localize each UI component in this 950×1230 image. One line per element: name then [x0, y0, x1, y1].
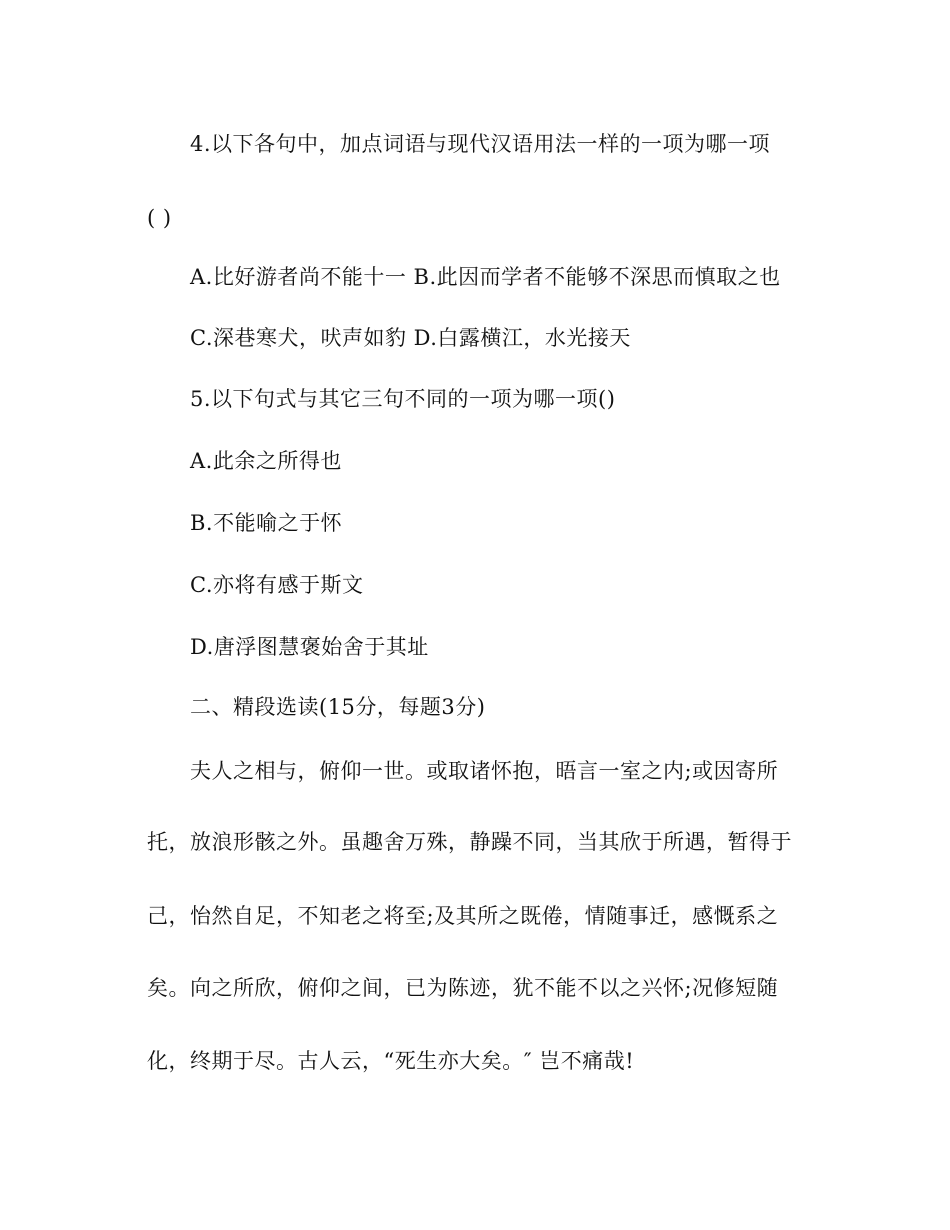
question-4-stem: 4.以下各句中，加点词语与现代汉语用法一样的一项为哪一项: [190, 132, 771, 156]
section-heading: 二、精段选读(15分，每题3分): [190, 695, 486, 719]
passage-line-2: 托，放浪形骸之外。虽趣舍万殊，静躁不同，当其欣于所遇，暂得于: [147, 830, 792, 854]
question-5-option-c: C.亦将有感于斯文: [190, 573, 364, 597]
question-5-option-b: B.不能喻之于怀: [190, 511, 343, 535]
question-4-bracket: ( ): [147, 206, 172, 230]
question-4-options-ab: A.比好游者尚不能十一 B.此因而学者不能够不深思而慎取之也: [190, 265, 781, 289]
passage-line-4: 矣。向之所欣，俯仰之间，已为陈迹，犹不能不以之兴怀;况修短随: [147, 976, 779, 1000]
passage-line-3: 己，怡然自足，不知老之将至;及其所之既倦，情随事迁，感慨系之: [147, 904, 779, 928]
question-5-stem: 5.以下句式与其它三句不同的一项为哪一项(): [190, 387, 616, 411]
passage-line-1: 夫人之相与，俯仰一世。或取诸怀抱，晤言一室之内;或因寄所: [190, 759, 779, 783]
question-5-option-d: D.唐浮图慧褒始舍于其址: [190, 635, 429, 659]
question-5-option-a: A.此余之所得也: [190, 449, 342, 473]
question-4-options-cd: C.深巷寒犬，吠声如豹 D.白露横江，水光接天: [190, 326, 631, 350]
passage-line-5: 化，终期于尽。古人云，“死生亦大矣。″ 岂不痛哉!: [147, 1049, 635, 1073]
